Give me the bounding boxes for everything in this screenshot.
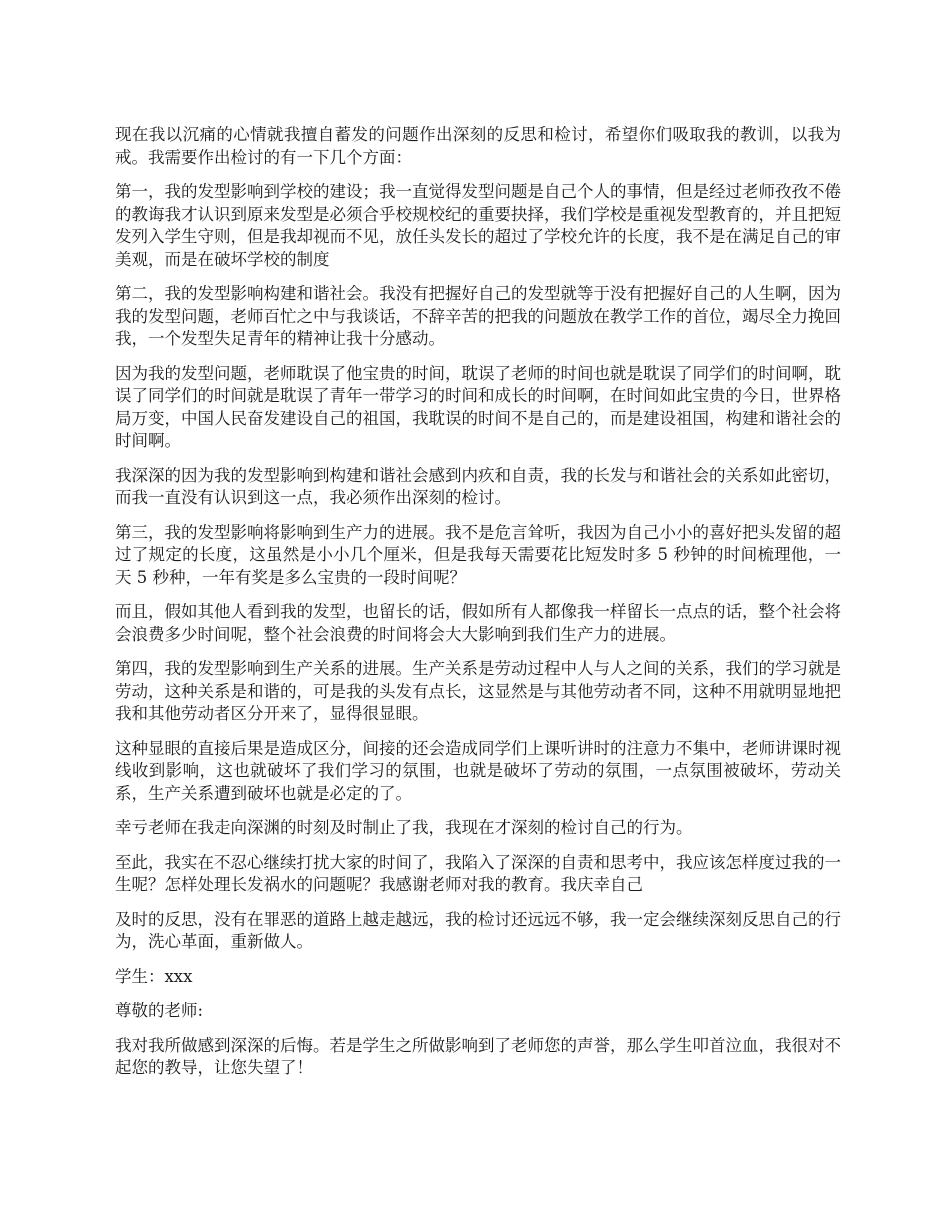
paragraph-apology: 我对我所做感到深深的后悔。若是学生之所做影响到了老师您的声誉，那么学生叩首泣血，我很对不起您的教导，让您失望了！ bbox=[115, 1035, 841, 1077]
salutation: 尊敬的老师: bbox=[115, 1001, 204, 1020]
paragraph-intro: 现在我以沉痛的心情就我擅自蓄发的问题作出深刻的反思和检讨，希望你们吸取我的教训，以我为戒。我需要作出检讨的有一下几个方面： bbox=[115, 125, 841, 167]
student-signature: 学生：xxx bbox=[115, 966, 193, 986]
paragraph-first-point: 第一，我的发型影响到学校的建设；我一直觉得发型问题是自己个人的事情，但是经过老师孜孜不倦的教诲我才认识到原来发型是必须合乎校规校纪的重要抉择，我们学校是重视发型教育的，并且把短发列入学生守则，但是我却视而不见，放任头发长的超过了学校允许的长度，我不是在满足自己的审美观，而是在破坏学校的制度 bbox=[115, 182, 841, 269]
paragraph-reflection: 至此，我实在不忍心继续打扰大家的时间了，我陷入了深深的自责和思考中，我应该怎样度过我的一生呢？怎样处理长发祸水的问题呢？我感谢老师对我的教育。我庆幸自己 bbox=[115, 852, 841, 894]
paragraph-second-point: 第二，我的发型影响构建和谐社会。我没有把握好自己的发型就等于没有把握好自己的人生啊，因为我的发型问题，老师百忙之中与我谈话，不辞辛苦的把我的问题放在教学工作的首位，竭尽全力挽回我，一个发型失足青年的精神让我十分感动。 bbox=[115, 284, 841, 348]
document-body bbox=[115, 124, 841, 1092]
paragraph-time-wasted: 因为我的发型问题，老师耽误了他宝贵的时间，耽误了老师的时间也就是耽误了同学们的时间啊，耽误了同学们的时间就是耽误了青年一带学习的时间和成长的时间啊，在时间如此宝贵的今日，世界格局万变，中国人民奋发建设自己的祖国，我耽误的时间不是自己的，而是建设祖国，构建和谐社会的时间啊。 bbox=[115, 363, 841, 450]
paragraph-third-point: 第三，我的发型影响将影响到生产力的进展。我不是危言耸听，我因为自己小小的喜好把头发留的超过了规定的长度，这虽然是小小几个厘米，但是我每天需要花比短发时多 5 秒钟的时间梳理他，一天 5 秒种，一年有奖是多么宝贵的一段时间呢？ bbox=[115, 522, 841, 587]
paragraph-thanks-teacher: 幸亏老师在我走向深渊的时刻及时制止了我，我现在才深刻的检讨自己的行为。 bbox=[115, 818, 693, 837]
paragraph-society-time: 而且，假如其他人看到我的发型，也留长的话，假如所有人都像我一样留长一点点的话，整个社会将会浪费多少时间呢，整个社会浪费的时间将会大大影响到我们生产力的进展。 bbox=[115, 602, 841, 644]
paragraph-guilt: 我深深的因为我的发型影响到构建和谐社会感到内疚和自责，我的长发与和谐社会的关系如此密切，而我一直没有认识到这一点，我必须作出深刻的检讨。 bbox=[115, 465, 841, 507]
paragraph-resolution: 及时的反思，没有在罪恶的道路上越走越远，我的检讨还远远不够，我一定会继续深刻反思自己的行为，洗心革面，重新做人。 bbox=[115, 909, 841, 951]
paragraph-fourth-point: 第四，我的发型影响到生产关系的进展。生产关系是劳动过程中人与人之间的关系，我们的学习就是劳动，这种关系是和谐的，可是我的头发有点长，这显然是与其他劳动者不同，这种不用就明显地把我和其他劳动者区分开来了，显得很显眼。 bbox=[115, 659, 841, 723]
paragraph-consequences: 这种显眼的直接后果是造成区分，间接的还会造成同学们上课听讲时的注意力不集中，老师讲课时视线收到影响，这也就破坏了我们学习的氛围，也就是破坏了劳动的氛围，一点氛围被破坏，劳动关系，生产关系遭到破坏也就是必定的了。 bbox=[115, 738, 841, 803]
